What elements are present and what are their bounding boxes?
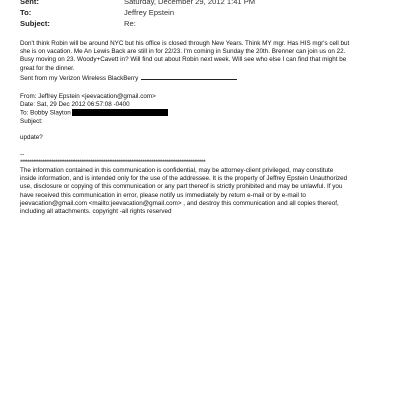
to-value: Jeffrey Epstein — [124, 8, 175, 17]
email-header — [20, 0, 390, 29]
reply-line-4: great for the dinner. — [20, 64, 75, 72]
disclaimer-line-4: have received this communication in error, please notify us immediately by return e-mail or by e-mail to — [20, 191, 306, 199]
reply-line-2: she is on vacation. Me An Lewis Back are still in for 22/23. I'm coming in Sunday the 20th. Brenner can join us on 22. — [20, 48, 346, 56]
quoted-date: Date: Sat, 29 Dec 2012 06:57:08 -0400 — [20, 101, 130, 109]
subject-row — [20, 18, 390, 29]
sent-value: Saturday, December 29, 2012 1:41 PM — [124, 0, 256, 6]
spacer — [20, 126, 392, 134]
quoted-message: update? — [20, 134, 43, 142]
spacer — [20, 143, 392, 151]
subject-value: Re: — [124, 19, 136, 28]
signature-underline — [141, 73, 237, 80]
quoted-subject: Subject: — [20, 118, 43, 126]
reply-line-1: Don't think Robin will be around NYC but his office is closed through New Years. Think MY mgr. Has HIS mgr's cell but — [20, 40, 350, 47]
sent-label: Sent: — [20, 0, 39, 6]
reply-line-3: Busy moving on 23. Woody+Cavett in? Will find out about Robin next week. Will see who else I can find that might be — [20, 56, 347, 64]
disclaimer-line-3: use, disclosure or copying of this communication or any part thereof is strictly prohibited and may be unlawful. If you — [20, 183, 343, 191]
redaction-bar — [72, 109, 168, 116]
disclaimer-line-5: jeevacation@gmail.com <mailto:jeevacation@gmail.com> , and destroy this communication and all copies thereof, — [20, 199, 339, 207]
to-row — [20, 7, 390, 18]
quoted-from: From: Jeffrey Epstein <jeevacation@gmail.com> — [20, 93, 156, 101]
to-label: To: — [20, 8, 32, 17]
quoted-to — [20, 109, 392, 118]
disclaimer-line-1: The information contained in this communication is confidential, may be attorney-client privileged, may constitute — [20, 166, 334, 174]
quoted-dashes: -- — [20, 150, 25, 158]
star-separator: **************************************************************************************************** — [20, 158, 206, 166]
disclaimer-line-6: including all attachments. copyright -all rights reserved — [20, 207, 172, 215]
spacer — [20, 83, 392, 93]
email-body — [20, 40, 392, 216]
subject-label: Subject: — [20, 19, 50, 28]
signature-line — [20, 73, 392, 83]
sent-row — [20, 0, 390, 7]
quoted-to-text: To: Bobby Slayton — [20, 109, 71, 117]
signature-text: Sent from my Verizon Wireless BlackBerry — [20, 74, 139, 82]
disclaimer-line-2: inside information, and is intended only for the use of the addressee. It is the property of Jeffrey Epstein Unauthorized — [20, 175, 348, 183]
